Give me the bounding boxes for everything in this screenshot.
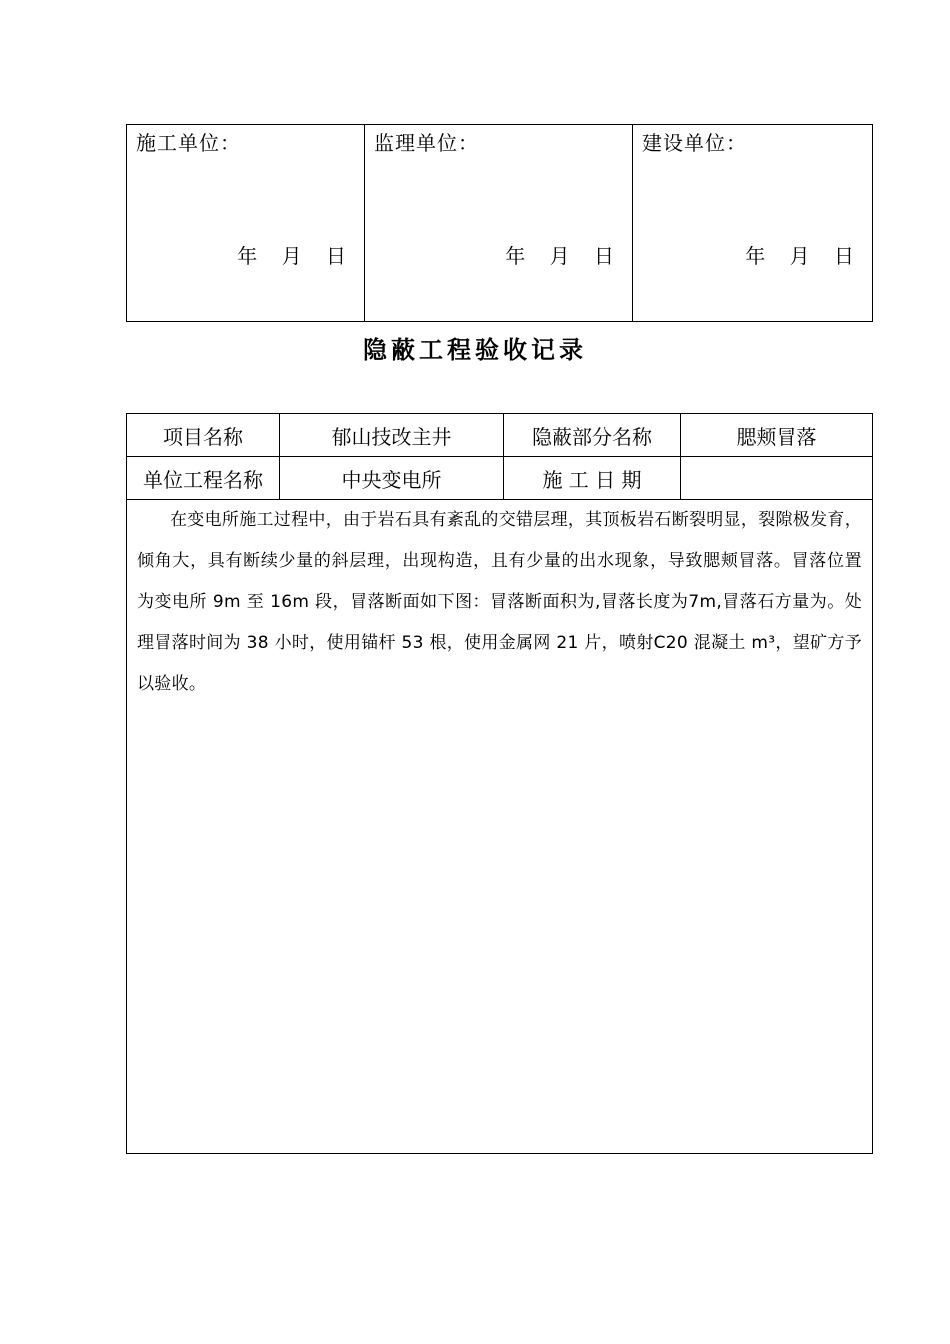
hidden-part-label: 隐蔽部分名称 (504, 414, 681, 457)
construction-date-value (681, 457, 873, 500)
construction-date-label: 施 工 日 期 (504, 457, 681, 500)
construction-unit-label: 施工单位： (136, 131, 241, 155)
page-title: 隐蔽工程验收记录 (363, 336, 587, 364)
unit-project-value: 中央变电所 (280, 457, 504, 500)
signature-cell-supervision (365, 125, 633, 322)
description-text: 在变电所施工过程中，由于岩石具有紊乱的交错层理，其顶板岩石断裂明显，裂隙极发育，倾角大，具有断续少量的斜层理，出现构造，且有少量的出水现象，导致腮颊冒落。冒落位置为变电所 9m 至 16m 段，冒落断面如下图：冒落断面积为,冒落长度为7m,冒落石方量为。处理冒落时间为 38 小时，使用锚杆 53 根，使用金属网 21 片，喷射C20 混凝土 m³，望矿方予以验收。 (137, 510, 862, 694)
signature-table (126, 124, 873, 322)
unit-project-label: 单位工程名称 (127, 457, 280, 500)
owner-date-line: 年 月 日 (745, 244, 854, 268)
hidden-part-value: 腮颊冒落 (681, 414, 873, 457)
supervision-unit-label: 监理单位： (374, 131, 479, 155)
construction-date-line: 年 月 日 (237, 244, 346, 268)
signature-cell-owner (633, 125, 873, 322)
project-name-label: 项目名称 (127, 414, 280, 457)
supervision-date-line: 年 月 日 (505, 244, 614, 268)
owner-unit-label: 建设单位： (642, 131, 747, 155)
description-cell (127, 500, 873, 1154)
record-table (126, 413, 873, 1154)
signature-cell-construction (127, 125, 365, 322)
project-name-value: 郁山技改主井 (280, 414, 504, 457)
